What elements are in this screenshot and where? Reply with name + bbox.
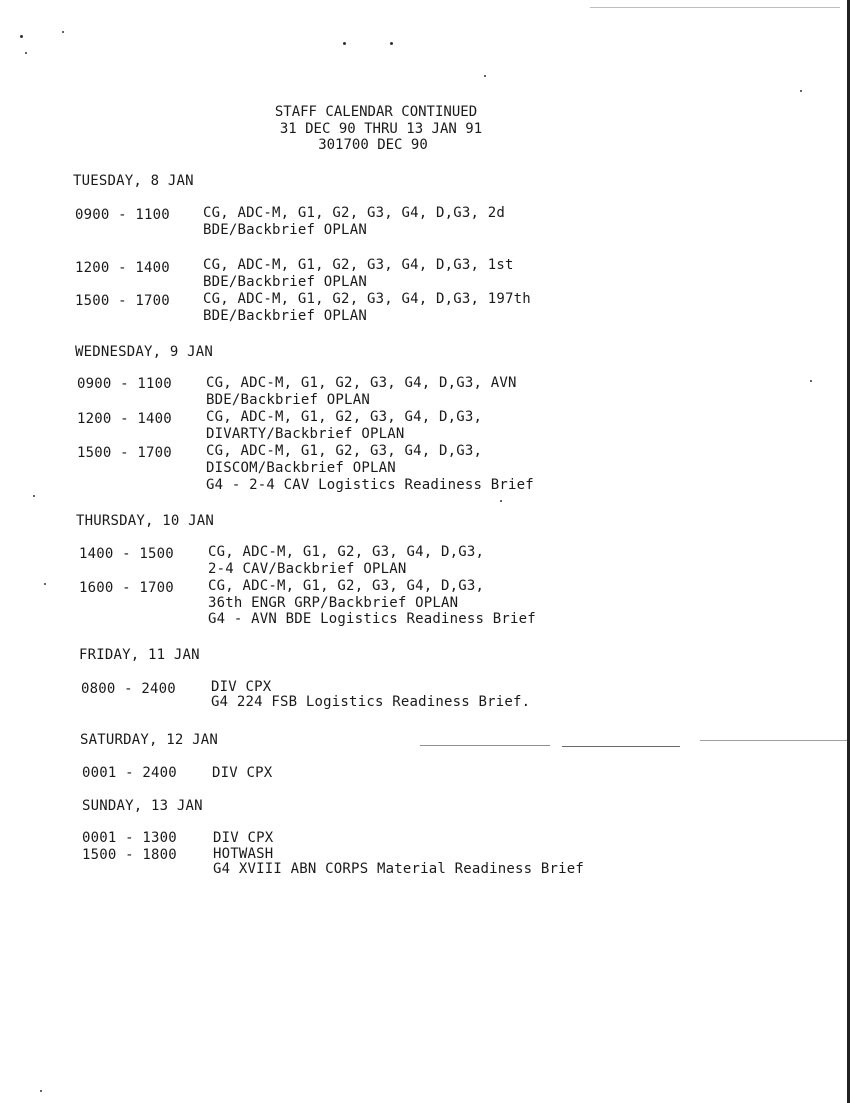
entry-line: G4 XVIII ABN CORPS Material Readiness Brief bbox=[213, 861, 585, 877]
scan-speck bbox=[33, 495, 35, 497]
entry-line: DIV CPX bbox=[211, 679, 272, 695]
entry-line: 2-4 CAV/Backbrief OPLAN bbox=[208, 561, 407, 577]
entry-time: 0900 - 1100 bbox=[77, 376, 172, 392]
day-heading: TUESDAY, 8 JAN bbox=[73, 173, 194, 189]
entry-time: 1600 - 1700 bbox=[79, 580, 174, 596]
entry-time: 0800 - 2400 bbox=[81, 681, 176, 697]
header-title: STAFF CALENDAR CONTINUED bbox=[274, 104, 478, 120]
scan-speck bbox=[44, 583, 46, 585]
header-date-range: 31 DEC 90 THRU 13 JAN 91 bbox=[279, 121, 483, 137]
scan-streak bbox=[562, 746, 680, 747]
scan-speck bbox=[500, 500, 502, 502]
scan-speck bbox=[40, 1090, 42, 1092]
entry-line: CG, ADC-M, G1, G2, G3, G4, D,G3, bbox=[206, 443, 483, 459]
scan-speck bbox=[800, 90, 802, 92]
scan-speck bbox=[20, 35, 23, 38]
header-dtg: 301700 DEC 90 bbox=[318, 137, 428, 153]
entry-line: CG, ADC-M, G1, G2, G3, G4, D,G3, 197th bbox=[203, 291, 531, 307]
entry-time: 1200 - 1400 bbox=[77, 411, 172, 427]
entry-time: 1500 - 1700 bbox=[77, 445, 172, 461]
scan-speck bbox=[25, 52, 27, 54]
entry-line: G4 224 FSB Logistics Readiness Brief. bbox=[211, 694, 531, 710]
entry-line: BDE/Backbrief OPLAN bbox=[206, 392, 370, 408]
entry-line: DIVARTY/Backbrief OPLAN bbox=[206, 426, 405, 442]
entry-line: CG, ADC-M, G1, G2, G3, G4, D,G3, bbox=[208, 544, 485, 560]
entry-line: BDE/Backbrief OPLAN bbox=[203, 308, 367, 324]
entry-line: HOTWASH bbox=[213, 846, 274, 862]
entry-line: DIV CPX bbox=[213, 830, 274, 846]
entry-time: 1500 - 1800 bbox=[82, 847, 177, 863]
entry-line: CG, ADC-M, G1, G2, G3, G4, D,G3, 1st bbox=[203, 257, 514, 273]
entry-time: 1500 - 1700 bbox=[75, 293, 170, 309]
entry-line: CG, ADC-M, G1, G2, G3, G4, D,G3, bbox=[206, 409, 483, 425]
entry-time: 0001 - 1300 bbox=[82, 830, 177, 846]
day-heading: THURSDAY, 10 JAN bbox=[76, 513, 215, 529]
entry-line: 36th ENGR GRP/Backbrief OPLAN bbox=[208, 595, 459, 611]
entry-line: CG, ADC-M, G1, G2, G3, G4, D,G3, 2d bbox=[203, 205, 506, 221]
scan-speck bbox=[62, 31, 64, 33]
entry-time: 0001 - 2400 bbox=[82, 765, 177, 781]
entry-line: BDE/Backbrief OPLAN bbox=[203, 222, 367, 238]
scan-speck bbox=[390, 42, 393, 45]
day-heading: WEDNESDAY, 9 JAN bbox=[75, 344, 214, 360]
entry-time: 1200 - 1400 bbox=[75, 260, 170, 276]
scan-speck bbox=[810, 380, 812, 382]
scan-streak bbox=[590, 7, 840, 8]
scan-streak bbox=[420, 745, 550, 746]
entry-line: CG, ADC-M, G1, G2, G3, G4, D,G3, AVN bbox=[206, 375, 517, 391]
day-heading: SATURDAY, 12 JAN bbox=[80, 732, 219, 748]
day-heading: FRIDAY, 11 JAN bbox=[79, 647, 200, 663]
entry-line: CG, ADC-M, G1, G2, G3, G4, D,G3, bbox=[208, 578, 485, 594]
day-heading: SUNDAY, 13 JAN bbox=[82, 798, 203, 814]
entry-time: 0900 - 1100 bbox=[75, 207, 170, 223]
scan-streak bbox=[700, 740, 848, 741]
entry-line: DISCOM/Backbrief OPLAN bbox=[206, 460, 396, 476]
scan-speck bbox=[484, 75, 486, 77]
scan-speck bbox=[343, 42, 346, 45]
entry-line: BDE/Backbrief OPLAN bbox=[203, 274, 367, 290]
entry-time: 1400 - 1500 bbox=[79, 546, 174, 562]
entry-line: G4 - AVN BDE Logistics Readiness Brief bbox=[208, 611, 536, 627]
entry-line: DIV CPX bbox=[212, 765, 273, 781]
entry-line: G4 - 2-4 CAV Logistics Readiness Brief bbox=[206, 477, 534, 493]
